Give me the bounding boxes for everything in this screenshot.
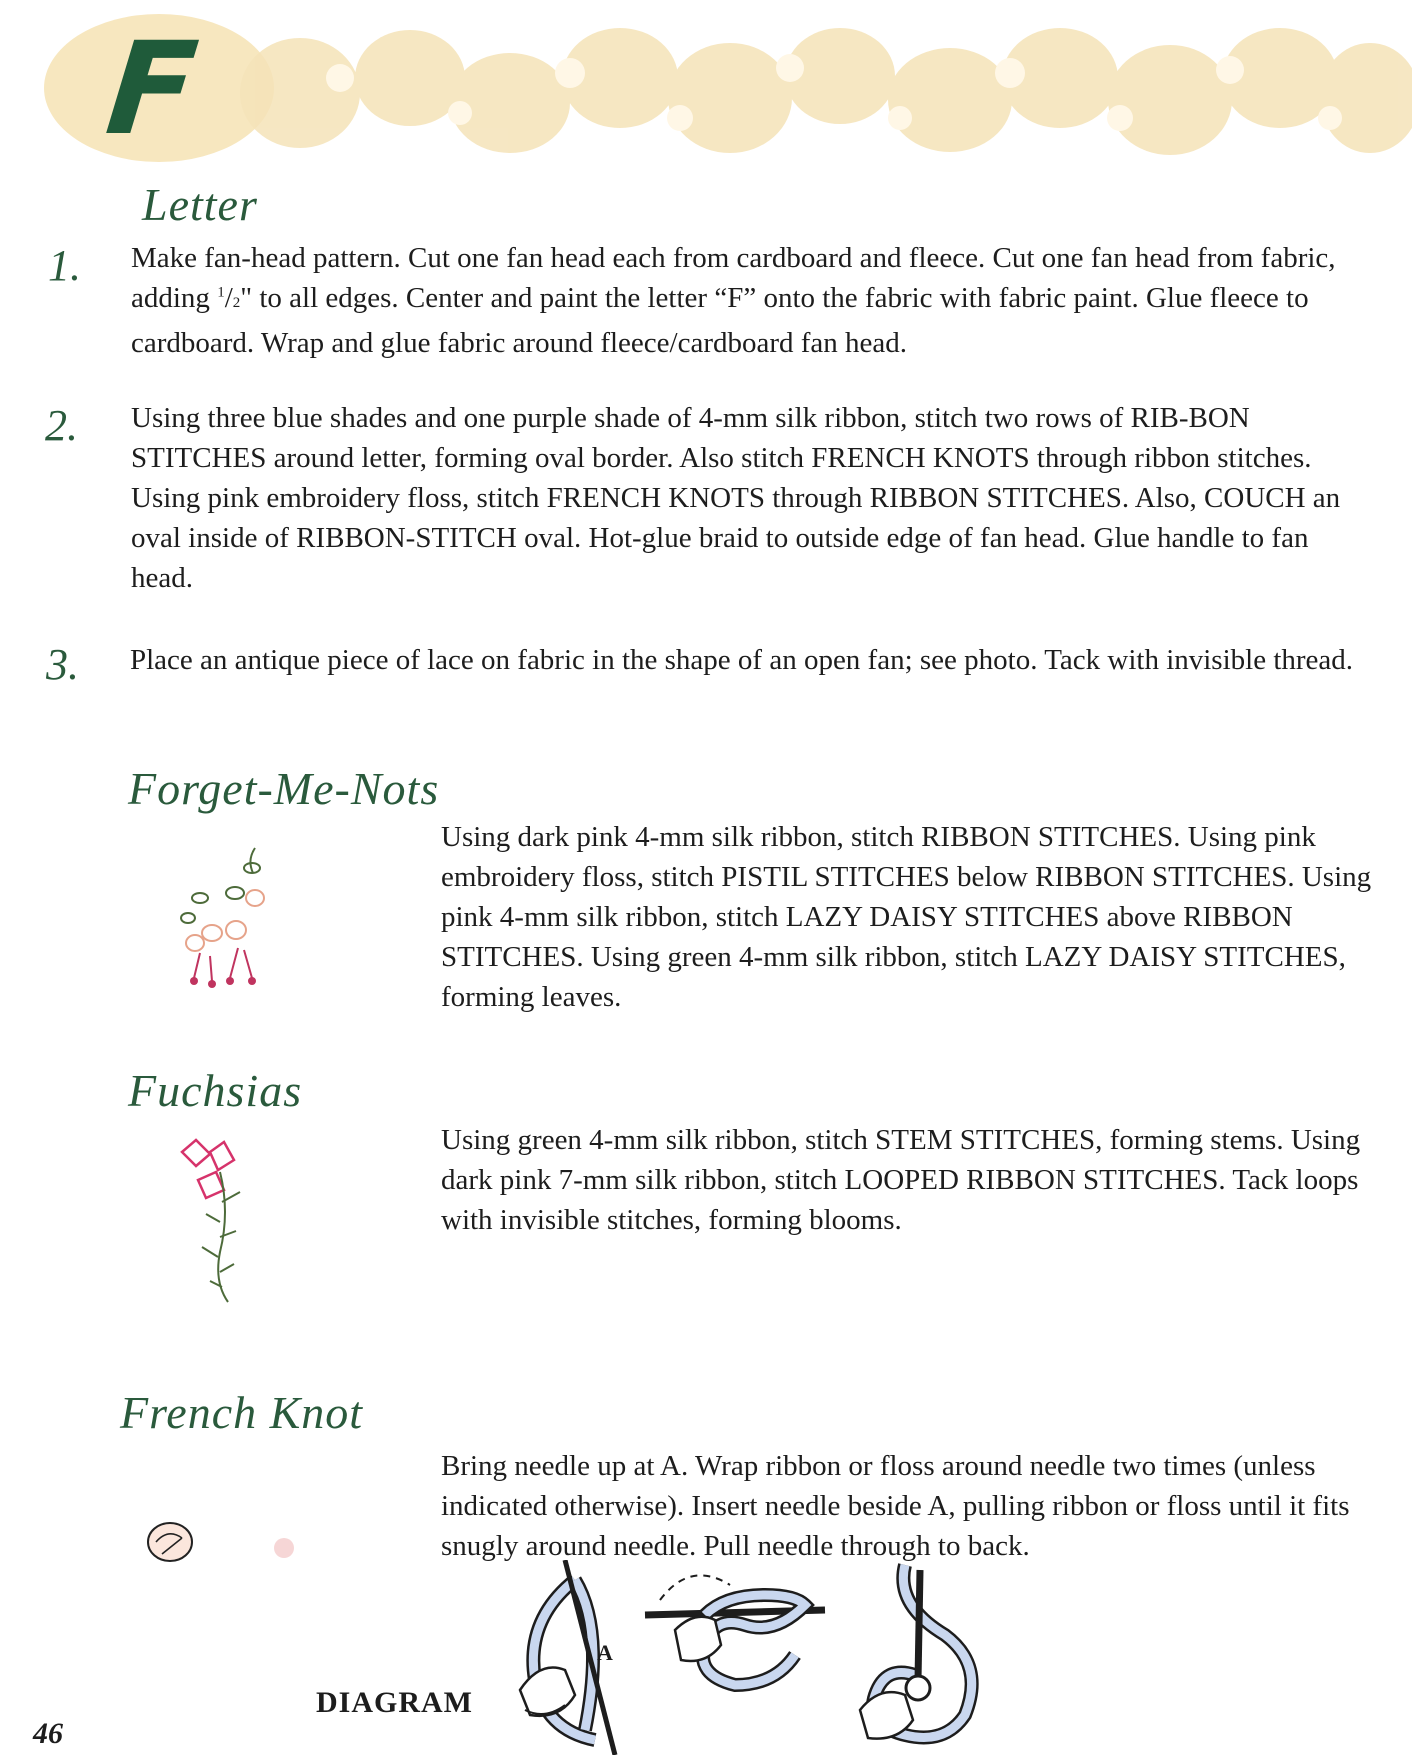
point-a-label: A bbox=[597, 1640, 613, 1665]
step-text-3: Place an antique piece of lace on fabric in the shape of an open fan; see photo. Tack with invisible thread. bbox=[130, 644, 1354, 676]
section-title-french-knot: French Knot bbox=[120, 1387, 364, 1438]
french-knot-diagram bbox=[515, 1560, 1000, 1755]
step-number-3: 3. bbox=[46, 640, 79, 689]
diagram-step-2 bbox=[645, 1575, 825, 1685]
step-number-2: 2. bbox=[45, 401, 78, 450]
step-number-1: 1. bbox=[48, 241, 81, 290]
fraction-numerator: 1 bbox=[217, 284, 225, 301]
step-text-1: Make fan-head pattern. Cut one fan head each from cardboard and fleece. Cut one fan head from fabric, adding $^1$/2" to all edges. Center and paint the letter “F” onto the fabric with fabric paint. Glue fleece to cardboard. Wrap and glue fabric around fleece/cardboard fan head. bbox=[131, 242, 1336, 359]
step-text-2: Using three blue shades and one purple shade of 4-mm silk ribbon, stitch two rows of RIB-BON STITCHES around letter, forming oval border. Also stitch FRENCH KNOTS through ribbon stitches. Using pink embroidery floss, stitch FRENCH KNOTS through RIBBON STITCHES. Also, COUCH an oval inside of RIBBON-STITCH oval. Hot-glue braid to outside edge of fan head. Glue handle to fan head. bbox=[131, 402, 1341, 594]
diagram-step-3 bbox=[860, 1565, 972, 1739]
forget-me-nots-text: Using dark pink 4-mm silk ribbon, stitch RIBBON STITCHES. Using pink embroidery floss, stitch PISTIL STITCHES below RIBBON STITCHES. Using pink 4-mm silk ribbon, stitch LAZY DAISY STITCHES above RIBBON STITCHES. Using green 4-mm silk ribbon, stitch LAZY DAISY STITCHES, forming leaves. bbox=[441, 821, 1372, 1013]
floral-border-band bbox=[230, 18, 1412, 168]
step-text-1-b: " to all edges. Center and paint the letter “F” onto the fabric with fabric paint. Glue fleece to cardboard. Wrap and glue fabric around fleece/cardboard fan head. bbox=[131, 282, 1309, 359]
section-title-forget-me-nots: Forget-Me-Nots bbox=[128, 763, 440, 814]
section-title-letter: Letter bbox=[142, 179, 258, 230]
french-knot-swatch-icon bbox=[144, 1512, 304, 1572]
diagram-step-1 bbox=[520, 1560, 615, 1755]
fuchsias-illustration bbox=[170, 1132, 270, 1307]
section-title-fuchsias: Fuchsias bbox=[128, 1065, 303, 1116]
diagram-label: DIAGRAM bbox=[316, 1686, 473, 1719]
step-text-1-a: Make fan-head pattern. Cut one fan head each from cardboard and fleece. Cut one fan head from fabric, adding bbox=[131, 242, 1336, 314]
french-knot-text: Bring needle up at A. Wrap ribbon or floss around needle two times (unless indicated otherwise). Insert needle beside A, pulling ribbon or floss until it fits snugly around needle. Pull needle through to back. bbox=[441, 1450, 1350, 1562]
fraction-denominator: 2 bbox=[232, 295, 241, 311]
page-number: 46 bbox=[33, 1717, 63, 1750]
forget-me-nots-illustration bbox=[160, 838, 280, 1008]
header-letter: F bbox=[100, 15, 204, 164]
fuchsias-text: Using green 4-mm silk ribbon, stitch STEM STITCHES, forming stems. Using dark pink 7-mm silk ribbon, stitch LOOPED RIBBON STITCHES. Tack loops with invisible stitches, forming blooms. bbox=[441, 1124, 1361, 1236]
